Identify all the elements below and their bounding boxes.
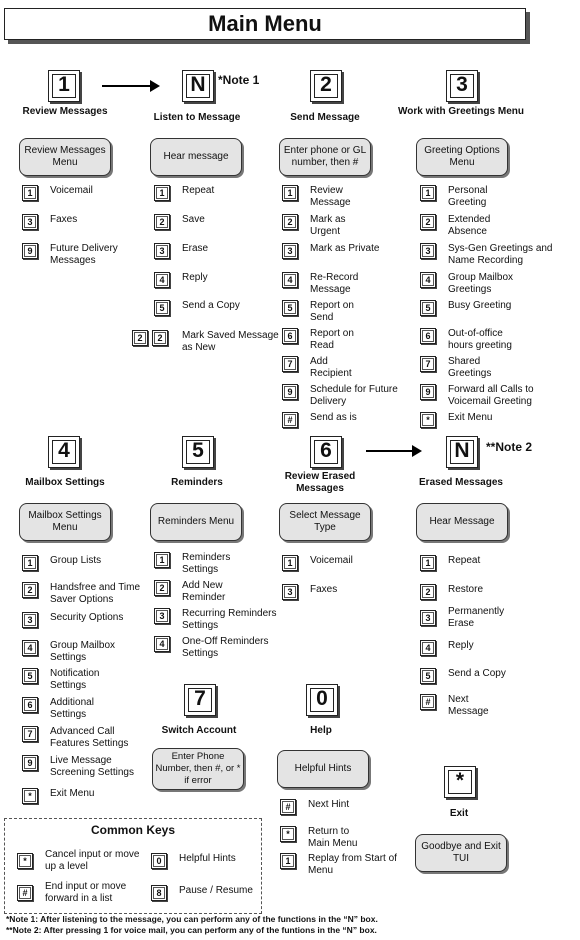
heading-review-erased: Review Erased Messages	[284, 471, 356, 494]
mailbox-settings-menu-button[interactable]: Mailbox Settings Menu	[19, 503, 111, 541]
heading-review-messages: Review Messages	[22, 106, 108, 117]
key-4-mailbox[interactable]: 4	[48, 436, 80, 468]
heading-exit: Exit	[449, 808, 469, 819]
helpful-hints-button[interactable]: Helpful Hints	[277, 750, 369, 788]
enter-phone-number-button[interactable]: Enter Phone Number, then #, or * if error	[152, 748, 244, 790]
review-messages-menu-button[interactable]: Review Messages Menu	[19, 138, 111, 176]
key-2-send[interactable]: 2	[310, 70, 342, 102]
key-star-exit[interactable]: *	[444, 766, 476, 798]
heading-greetings: Work with Greetings Menu	[398, 106, 524, 117]
goodbye-exit-button[interactable]: Goodbye and Exit TUI	[415, 834, 507, 872]
enter-phone-button[interactable]: Enter phone or GL number, then #	[279, 138, 371, 176]
arrow-right-icon	[366, 450, 420, 452]
key-n-erased-messages[interactable]: N	[446, 436, 478, 468]
common-keys-box: Common Keys * Cancel input or move up a level 0 Helpful Hints # End input or move forward in a list 8 Pause / Resume	[4, 818, 262, 914]
footnote-2: **Note 2: After pressing 1 for voice mail, you can perform any of the funtions in the “N” box.	[6, 925, 377, 935]
footnote-1: *Note 1: After listening to the message, you can perform any of the functions in the “N” box.	[6, 914, 378, 924]
heading-listen: Listen to Message	[153, 112, 241, 123]
note-1-marker: *Note 1	[218, 73, 260, 87]
heading-switch-account: Switch Account	[161, 725, 237, 736]
key-0-help[interactable]: 0	[306, 684, 338, 716]
note-2-marker: **Note 2	[486, 440, 533, 454]
hear-message-button[interactable]: Hear message	[150, 138, 242, 176]
page-title: Main Menu	[4, 8, 526, 40]
hear-message-erased-button[interactable]: Hear Message	[416, 503, 508, 541]
heading-send: Send Message	[290, 112, 360, 123]
heading-reminders: Reminders	[171, 477, 223, 488]
arrow-right-icon	[102, 85, 158, 87]
select-message-type-button[interactable]: Select Message Type	[279, 503, 371, 541]
greeting-options-button[interactable]: Greeting Options Menu	[416, 138, 508, 176]
key-n-listen[interactable]: N	[182, 70, 214, 102]
heading-mailbox-settings: Mailbox Settings	[25, 477, 105, 488]
key-5-reminders[interactable]: 5	[182, 436, 214, 468]
common-keys-title: Common Keys	[90, 823, 176, 837]
heading-help: Help	[310, 725, 332, 736]
key-1-review[interactable]: 1	[48, 70, 80, 102]
reminders-menu-button[interactable]: Reminders Menu	[150, 503, 242, 541]
key-3-greetings[interactable]: 3	[446, 70, 478, 102]
key-7-switch[interactable]: 7	[184, 684, 216, 716]
key-6-erased[interactable]: 6	[310, 436, 342, 468]
heading-erased-messages: Erased Messages	[419, 477, 503, 488]
